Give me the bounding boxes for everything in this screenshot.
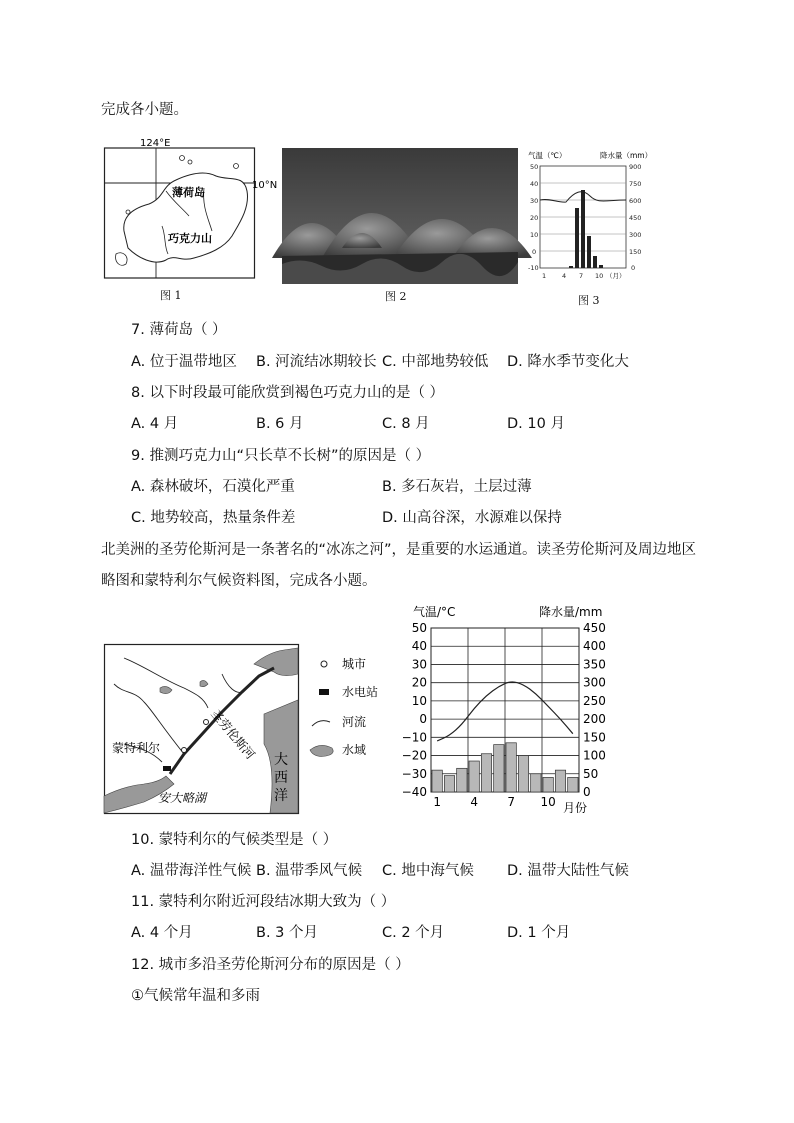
svg-text:30: 30 bbox=[530, 197, 539, 205]
q9-option-a[interactable]: A. 森林破坏，石漠化严重 bbox=[131, 479, 295, 495]
precip-tick-label: 50 bbox=[583, 766, 599, 781]
svg-text:10: 10 bbox=[595, 272, 604, 280]
q7-option-d[interactable]: D. 降水季节变化大 bbox=[507, 354, 629, 370]
precip-tick-label: 250 bbox=[583, 693, 606, 708]
precip-tick-label: 0 bbox=[583, 785, 591, 799]
lake-label: 安大略湖 bbox=[158, 791, 207, 805]
q12-stem: 12. 城市多沿圣劳伦斯河分布的原因是（ ） bbox=[131, 957, 410, 973]
precip-tick-label: 200 bbox=[583, 712, 606, 727]
svg-text:0: 0 bbox=[532, 248, 537, 256]
x-tick-label: 1 bbox=[433, 795, 441, 809]
svg-text:150: 150 bbox=[629, 248, 642, 256]
svg-text:750: 750 bbox=[629, 180, 642, 188]
precip-tick-label: 400 bbox=[583, 639, 606, 654]
q8-stem: 8. 以下时段最可能欣赏到褐色巧克力山的是（ ） bbox=[131, 385, 445, 401]
temp-tick-label: −20 bbox=[401, 748, 427, 763]
svg-text:0: 0 bbox=[631, 264, 636, 272]
svg-text:4: 4 bbox=[562, 272, 567, 280]
q10-option-b[interactable]: B. 温带季风气候 bbox=[256, 863, 363, 879]
x-tick-label: 7 bbox=[507, 795, 515, 809]
legend-hydro: 水电站 bbox=[342, 685, 379, 699]
hill-label: 巧克力山 bbox=[168, 232, 212, 245]
q8-option-b[interactable]: B. 6 月 bbox=[256, 416, 304, 432]
figure-2-photo bbox=[282, 148, 518, 284]
precip-bar bbox=[432, 770, 442, 792]
x-tick-label: 10 bbox=[540, 795, 556, 809]
q10-stem: 10. 蒙特利尔的气候类型是（ ） bbox=[131, 832, 338, 848]
precip-bar bbox=[531, 774, 541, 792]
river-char-4: 斯 bbox=[231, 734, 250, 753]
legend-city: 城市 bbox=[342, 657, 367, 671]
river-char-3: 伦 bbox=[223, 725, 243, 744]
intro2-line1: 北美洲的圣劳伦斯河是一条著名的“冰冻之河”，是重要的水运通道。读圣劳伦斯河及周边地区 bbox=[101, 542, 697, 558]
svg-text:450: 450 bbox=[629, 214, 642, 222]
figure-3-climate-chart bbox=[528, 148, 668, 283]
svg-text:300: 300 bbox=[629, 231, 642, 239]
lon-label: 124°E bbox=[140, 138, 171, 149]
temp-tick-label: 50 bbox=[411, 621, 427, 635]
q11-stem: 11. 蒙特利尔附近河段结冰期大致为（ ） bbox=[131, 894, 396, 910]
st-lawrence-map bbox=[104, 644, 380, 816]
island-label: 薄荷岛 bbox=[172, 186, 205, 199]
ocean-char-3: 洋 bbox=[274, 788, 288, 804]
temp-tick-label: 40 bbox=[411, 639, 427, 654]
q8-option-c[interactable]: C. 8 月 bbox=[382, 416, 430, 432]
precip-tick-label: 350 bbox=[583, 657, 606, 672]
svg-text:1: 1 bbox=[542, 272, 547, 280]
figure-3-caption: 图 3 bbox=[578, 294, 600, 307]
svg-text:20: 20 bbox=[530, 214, 539, 222]
precip-bar bbox=[457, 768, 467, 792]
q8-option-a[interactable]: A. 4 月 bbox=[131, 416, 179, 432]
ocean-char-1: 大 bbox=[274, 752, 288, 768]
map-city-label: 蒙特利尔 bbox=[112, 741, 161, 755]
svg-text:10: 10 bbox=[530, 231, 539, 239]
q11-option-d[interactable]: D. 1 个月 bbox=[507, 925, 571, 941]
figure-2-caption: 图 2 bbox=[385, 290, 407, 303]
precip-bar bbox=[481, 754, 491, 792]
svg-text:600: 600 bbox=[629, 197, 642, 205]
precip-tick-label: 450 bbox=[583, 621, 606, 635]
fig3-right-title: 降水量（mm） bbox=[600, 151, 653, 160]
svg-text:900: 900 bbox=[629, 163, 642, 171]
temp-tick-label: −40 bbox=[401, 785, 427, 799]
montreal-climate-chart bbox=[395, 600, 617, 822]
q7-option-c[interactable]: C. 中部地势较低 bbox=[382, 354, 489, 370]
q11-option-c[interactable]: C. 2 个月 bbox=[382, 925, 445, 941]
svg-text:40: 40 bbox=[530, 180, 539, 188]
precip-bar bbox=[469, 761, 479, 792]
fig3-month-label: （月） bbox=[606, 272, 626, 280]
fig3-left-title: 气温（℃） bbox=[528, 151, 567, 160]
temp-tick-label: 30 bbox=[411, 657, 427, 672]
intro2-line2: 略图和蒙特利尔气候资料图，完成各小题。 bbox=[101, 573, 377, 589]
precip-tick-label: 150 bbox=[583, 730, 606, 745]
precip-bar bbox=[568, 777, 578, 792]
lat-label: 10°N bbox=[252, 180, 278, 191]
svg-text:-10: -10 bbox=[528, 264, 539, 272]
q9-option-d[interactable]: D. 山高谷深，水源难以保持 bbox=[382, 510, 562, 526]
precip-bar bbox=[494, 745, 504, 792]
q8-option-d[interactable]: D. 10 月 bbox=[507, 416, 565, 432]
figure-1-map bbox=[104, 136, 278, 281]
x-tick-label: 4 bbox=[470, 795, 478, 809]
intro-text: 完成各小题。 bbox=[101, 102, 188, 118]
chart-left-axis-title: 气温/°C bbox=[413, 605, 456, 619]
q10-option-c[interactable]: C. 地中海气候 bbox=[382, 863, 474, 879]
svg-text:50: 50 bbox=[530, 163, 539, 171]
temp-tick-label: −30 bbox=[401, 766, 427, 781]
precip-bar bbox=[518, 756, 528, 792]
river-char-5: 河 bbox=[239, 743, 258, 762]
legend-river: 河流 bbox=[342, 715, 367, 729]
precip-bar bbox=[543, 777, 553, 792]
q10-option-a[interactable]: A. 温带海洋性气候 bbox=[131, 863, 252, 879]
temp-tick-label: −10 bbox=[401, 730, 427, 745]
q11-option-a[interactable]: A. 4 个月 bbox=[131, 925, 193, 941]
precip-bar bbox=[444, 776, 454, 792]
river-char-1: 圣 bbox=[208, 706, 227, 726]
ocean-char-2: 西 bbox=[274, 770, 288, 786]
legend-water: 水域 bbox=[342, 743, 367, 757]
precip-bar bbox=[555, 770, 565, 792]
chart-x-label: 月份 bbox=[563, 801, 588, 815]
q7-option-b[interactable]: B. 河流结冰期较长 bbox=[256, 354, 377, 370]
q9-option-b[interactable]: B. 多石灰岩，土层过薄 bbox=[382, 479, 532, 495]
svg-text:7: 7 bbox=[579, 272, 584, 280]
river-char-2: 劳 bbox=[215, 716, 235, 735]
precip-tick-label: 100 bbox=[583, 748, 606, 763]
precip-tick-label: 300 bbox=[583, 675, 606, 690]
temp-tick-label: 20 bbox=[411, 675, 427, 690]
chart-right-axis-title: 降水量/mm bbox=[539, 605, 603, 619]
q9-option-c[interactable]: C. 地势较高，热量条件差 bbox=[131, 510, 296, 526]
q10-option-d[interactable]: D. 温带大陆性气候 bbox=[507, 863, 629, 879]
q11-option-b[interactable]: B. 3 个月 bbox=[256, 925, 319, 941]
q12-option-1[interactable]: ①气候常年温和多雨 bbox=[131, 988, 260, 1004]
q9-stem: 9. 推测巧克力山“只长草不长树”的原因是（ ） bbox=[131, 448, 431, 464]
figure-1-caption: 图 1 bbox=[160, 289, 182, 302]
q7-option-a[interactable]: A. 位于温带地区 bbox=[131, 354, 237, 370]
temp-tick-label: 0 bbox=[419, 712, 427, 727]
precip-bar bbox=[506, 743, 516, 792]
temp-tick-label: 10 bbox=[411, 693, 427, 708]
q7-stem: 7. 薄荷岛（ ） bbox=[131, 322, 227, 338]
